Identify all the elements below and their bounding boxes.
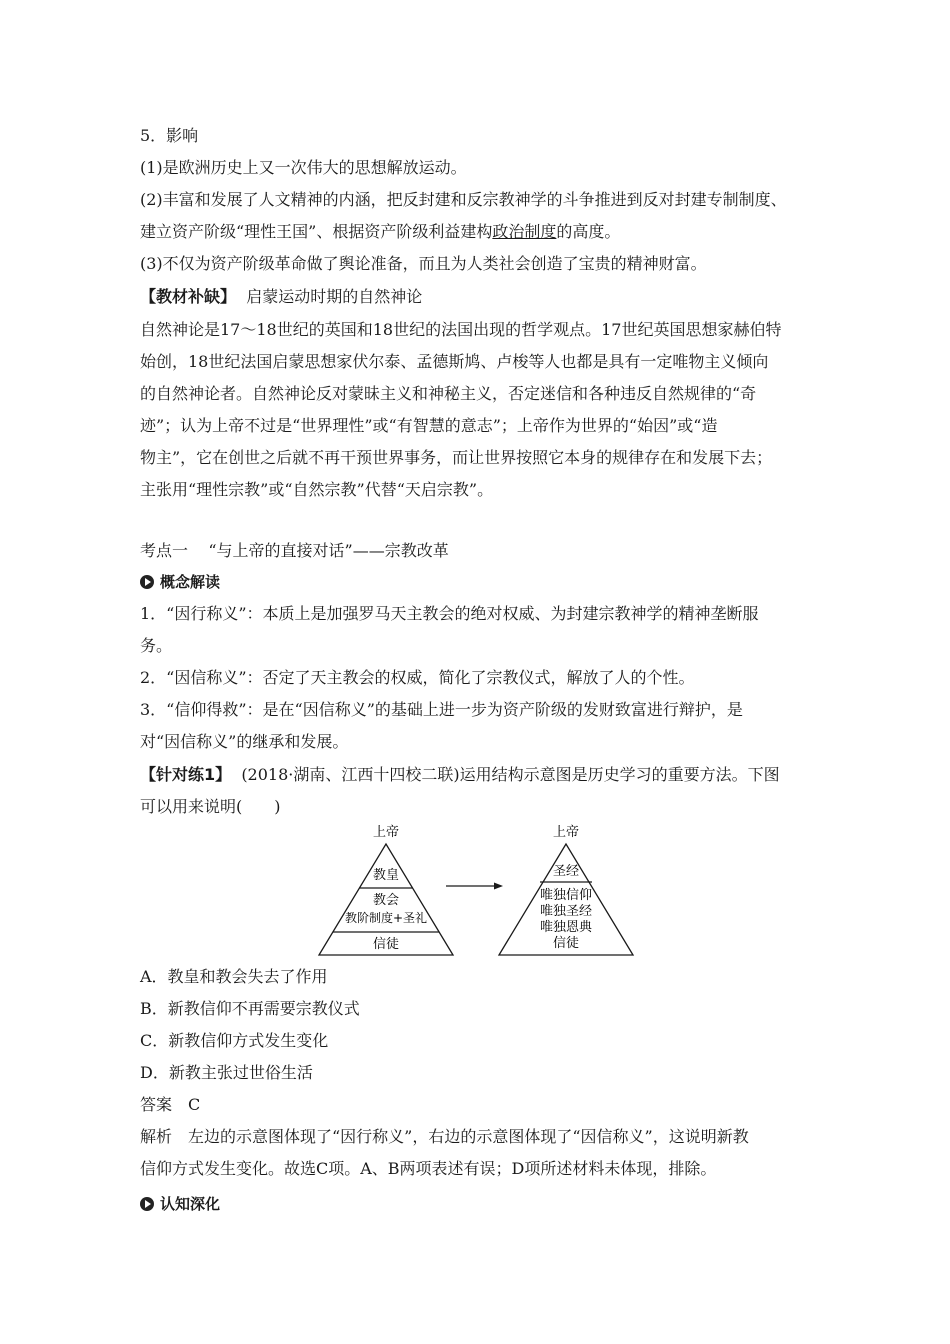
supplement-heading [140,281,422,313]
right-tier-bible: 圣经 [552,864,580,879]
option-b: B．新教信仰不再需要宗教仪式 [140,999,360,1018]
exercise-text: (2018·湖南、江西十四校二联)运用结构示意图是历史学习的重要方法。下图 [241,765,780,784]
supplement-line: 始创，18世纪法国启蒙思想家伏尔泰、孟德斯鸠、卢梭等人也都是具有一定唯物主义倾向 [140,352,769,371]
left-pyramid [319,824,453,955]
concept-heading: 概念解读 [160,573,221,591]
left-tier-pope: 教皇 [372,868,400,883]
supplement-line: 迹”；认为上帝不过是“世界理性”或“有智慧的意志”；上帝作为世界的“始因”或“造 [140,416,718,435]
supplement-label: 【教材补缺】 [140,287,237,306]
left-tier-believers: 信徒 [372,937,400,952]
right-tier-faith: 唯独信仰 [539,888,593,903]
right-tier-grace: 唯独恩典 [539,920,593,935]
concept-line: 务。 [140,636,173,655]
right-pyramid [499,824,633,955]
option-a: A．教皇和教会失去了作用 [140,967,328,986]
play-circle-icon [140,1197,154,1211]
right-tier-believers: 信徒 [552,936,580,951]
right-tier-scripture: 唯独圣经 [539,904,593,919]
impact-point-2-text-b: 的高度。 [556,222,621,241]
arrow-head-icon [494,883,503,890]
exercise-line-2: 可以用来说明( ) [140,797,281,816]
arrow [446,883,503,890]
deepen-heading: 认知深化 [160,1195,221,1213]
impact-point-2-underlined: 政治制度 [492,222,557,241]
supplement-line: 物主”，它在创世之后就不再干预世界事务，而让世界按照它本身的规律存在和发展下去； [140,448,773,467]
supplement-line: 的自然神论者。自然神论反对蒙昧主义和神秘主义，否定迷信和各种违反自然规律的“奇 [140,384,757,403]
answer: 答案 C [140,1095,201,1114]
concept-line: 3．“信仰得救”：是在“因信称义”的基础上进一步为资产阶级的发财致富进行辩护，是 [140,700,743,719]
left-tier-hierarchy: 教阶制度+圣礼 [344,911,428,925]
left-top-label: 上帝 [372,825,400,840]
topic-heading [140,535,449,567]
impact-point-3: (3)不仅为资产阶级革命做了舆论准备，而且为人类社会创造了宝贵的精神财富。 [140,254,707,273]
option-d: D．新教主张过世俗生活 [140,1063,313,1082]
deepen-section-header [140,1188,220,1220]
impact-heading: 5．影响 [140,126,199,145]
impact-point-2-line-1: (2)丰富和发展了人文精神的内涵，把反封建和反宗教神学的斗争推进到反对封建专制制度、 [140,190,787,209]
concept-line: 2．“因信称义”：否定了天主教会的权威，简化了宗教仪式，解放了人的个性。 [140,668,695,687]
topic-title: “与上帝的直接对话”——宗教改革 [208,541,449,560]
concept-line: 对“因信称义”的继承和发展。 [140,732,349,751]
supplement-title: 启蒙运动时期的自然神论 [246,287,423,306]
concept-line: 1．“因行称义”：本质上是加强罗马天主教会的绝对权威、为封建宗教神学的精神垄断服 [140,604,759,623]
structure-diagram [300,822,650,962]
impact-point-2-line-2 [140,216,620,248]
supplement-line: 主张用“理性宗教”或“自然宗教”代替“天启宗教”。 [140,480,494,499]
exercise-line-1 [140,759,780,791]
option-c: C．新教信仰方式发生变化 [140,1031,329,1050]
left-tier-church: 教会 [372,893,400,908]
topic-label: 考点一 [140,541,189,560]
concept-section-header [140,566,220,598]
impact-point-2-text-a: 建立资产阶级“理性王国”、根据资产阶级利益建构 [140,222,493,241]
analysis-line-1: 解析 左边的示意图体现了“因行称义”，右边的示意图体现了“因信称义”，这说明新教 [140,1127,749,1146]
right-top-label: 上帝 [552,825,580,840]
supplement-line: 自然神论是17～18世纪的英国和18世纪的法国出现的哲学观点。17世纪英国思想家赫伯特 [140,320,782,339]
analysis-line-2: 信仰方式发生变化。故选C项。A、B两项表述有误；D项所述材料未体现，排除。 [140,1159,717,1178]
exercise-label: 【针对练1】 [140,765,232,784]
impact-point-1: (1)是欧洲历史上又一次伟大的思想解放运动。 [140,158,467,177]
play-circle-icon [140,575,154,589]
